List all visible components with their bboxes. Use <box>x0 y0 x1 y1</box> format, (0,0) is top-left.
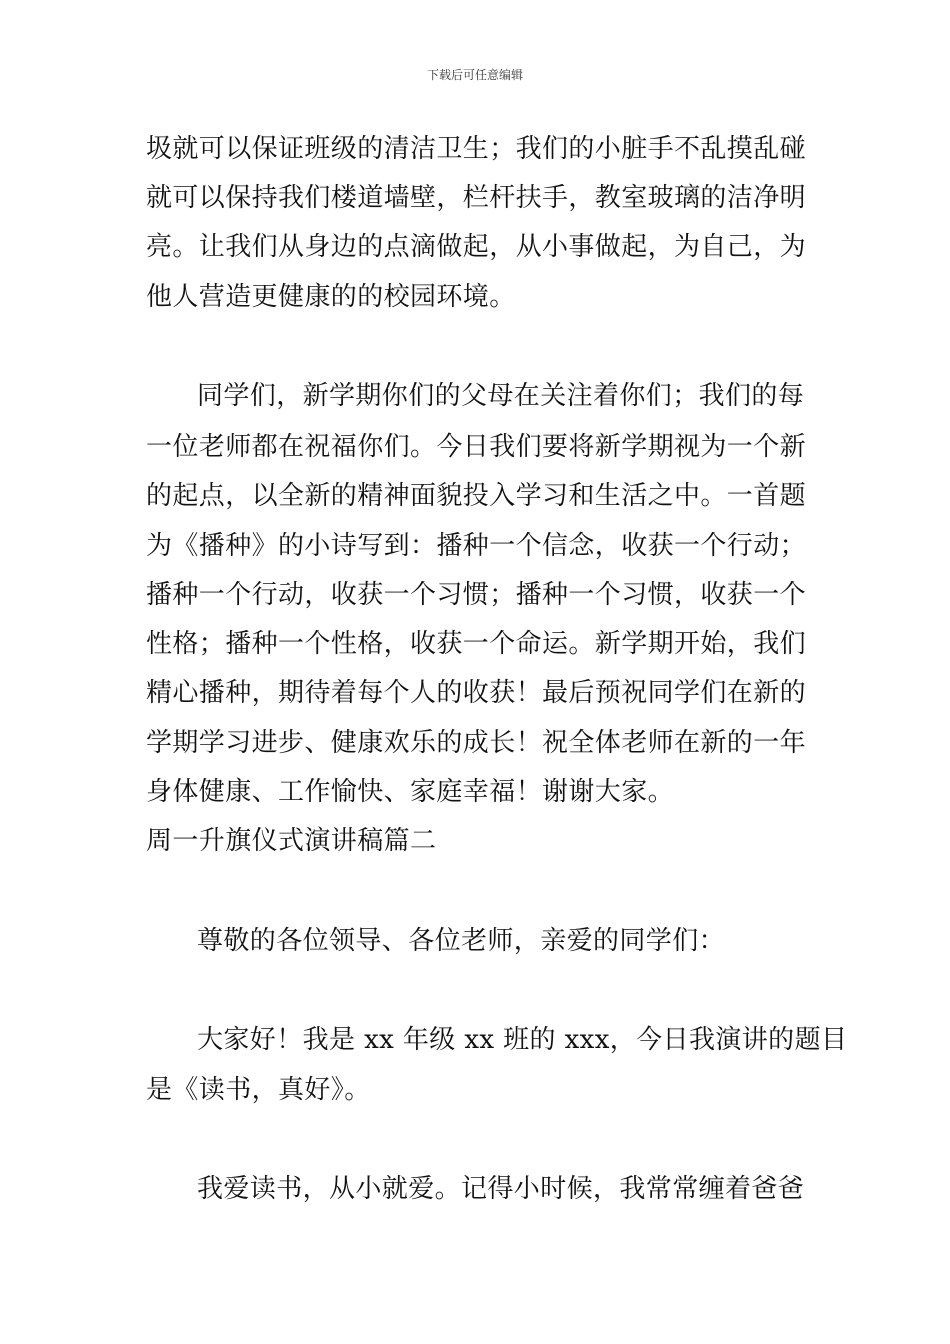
text-line: 就可以保持我们楼道墙壁，栏杆扶手，教室玻璃的洁净明 <box>146 183 807 213</box>
text-line: 他人营造更健康的的校园环境。 <box>146 282 516 312</box>
text-line: 我爱读书，从小就爱。记得小时候，我常常缠着爸爸 <box>197 1174 805 1204</box>
text-line: 亮。让我们从身边的点滴做起，从小事做起，为自己，为 <box>146 232 807 262</box>
text-line: 大家好！我是 xx 年级 xx 班的 xxx，今日我演讲的题目 <box>197 1025 848 1055</box>
page-header-note: 下载后可任意编辑 <box>426 68 523 82</box>
text-line: 圾就可以保证班级的清洁卫生；我们的小脏手不乱摸乱碰 <box>146 134 807 164</box>
text-line: 性格；播种一个性格，收获一个命运。新学期开始，我们 <box>146 629 807 659</box>
text-line: 一位老师都在祝福你们。今日我们要将新学期视为一个新 <box>146 432 807 462</box>
salutation-line: 尊敬的各位领导、各位老师，亲爱的同学们： <box>197 926 726 956</box>
text-line: 播种一个行动，收获一个习惯；播种一个习惯，收获一个 <box>146 580 807 610</box>
text-line: 的起点，以全新的精神面貌投入学习和生活之中。一首题 <box>146 481 807 511</box>
text-line: 精心播种，期待着每个人的收获！最后预祝同学们在新的 <box>146 678 807 708</box>
text-line: 为《播种》的小诗写到：播种一个信念，收获一个行动； <box>146 531 807 561</box>
text-line: 学期学习进步、健康欢乐的成长！祝全体老师在新的一年 <box>146 728 807 758</box>
section-heading: 周一升旗仪式演讲稿篇二 <box>146 826 437 856</box>
text-line: 同学们，新学期你们的父母在关注着你们；我们的每 <box>197 381 805 411</box>
text-line: 身体健康、工作愉快、家庭幸福！谢谢大家。 <box>146 777 675 807</box>
text-line: 是《读书，真好》。 <box>146 1075 371 1105</box>
